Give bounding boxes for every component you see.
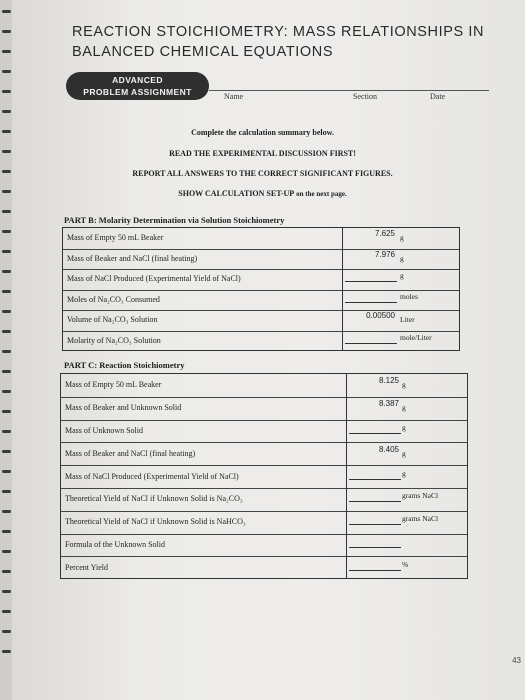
- table-row: [61, 420, 467, 444]
- answer-value[interactable]: 7.625: [374, 229, 395, 239]
- answer-column-divider: [346, 534, 347, 557]
- answer-column-divider: [342, 290, 343, 311]
- binder-ring: [2, 370, 11, 373]
- unit-label: grams NaCl: [402, 491, 439, 501]
- unit-label: g: [402, 403, 406, 413]
- part-c-title: PART C: Reaction Stoichiometry: [64, 360, 185, 370]
- row-label: Theoretical Yield of NaCl if Unknown Solid is Na₂CO₃: [65, 494, 243, 504]
- table-row: [61, 511, 467, 535]
- date-field-label: Date: [430, 92, 446, 101]
- table-row: [63, 249, 459, 271]
- row-label: Percent Yield: [65, 562, 109, 572]
- instruction-line-4-rest: on the next page.: [296, 190, 347, 198]
- title-line-2: BALANCED CHEMICAL EQUATIONS: [72, 44, 334, 60]
- answer-column-divider: [346, 374, 347, 397]
- answer-value[interactable]: 8.125: [378, 376, 399, 386]
- row-label: Mass of Beaker and Unknown Solid: [65, 403, 182, 413]
- answer-value[interactable]: 8.387: [378, 399, 399, 409]
- answer-blank[interactable]: [345, 343, 397, 344]
- binder-ring: [2, 90, 11, 93]
- answer-column-divider: [346, 420, 347, 443]
- unit-label: g: [400, 271, 404, 281]
- instruction-line-3: REPORT ALL ANSWERS TO THE CORRECT SIGNIFICANT FIGURES.: [132, 169, 393, 178]
- row-label: Mass of Empty 50 mL Beaker: [67, 233, 164, 243]
- row-label: Formula of the Unknown Solid: [65, 539, 165, 549]
- answer-column-divider: [346, 397, 347, 420]
- binder-ring: [2, 230, 11, 233]
- binder-ring: [2, 50, 11, 53]
- binder-ring: [2, 30, 11, 33]
- answer-column-divider: [346, 511, 347, 534]
- row-label: Moles of Na₂CO₃ Consumed: [67, 294, 160, 304]
- unit-label: g: [402, 468, 406, 478]
- binder-ring: [2, 110, 11, 113]
- answer-column-divider: [342, 249, 343, 270]
- instruction-line-2: READ THE EXPERIMENTAL DISCUSSION FIRST!: [169, 149, 356, 158]
- answer-column-divider: [342, 228, 343, 249]
- instruction-line-4: [0, 189, 525, 198]
- answer-blank[interactable]: [345, 281, 397, 282]
- unit-label: g: [402, 422, 406, 432]
- name-field-label: Name: [224, 92, 244, 101]
- page-number: 43: [512, 656, 521, 665]
- answer-blank[interactable]: [349, 479, 401, 480]
- answer-column-divider: [342, 269, 343, 290]
- binder-ring: [2, 450, 11, 453]
- unit-label: g: [402, 380, 406, 390]
- table-row: [63, 228, 459, 250]
- answer-column-divider: [346, 488, 347, 511]
- answer-value[interactable]: 0.00500: [366, 311, 395, 321]
- unit-label: g: [400, 253, 404, 263]
- table-row: [61, 397, 467, 421]
- binder-ring: [2, 330, 11, 333]
- answer-column-divider: [346, 465, 347, 488]
- table-row: [63, 290, 459, 312]
- binder-ring: [2, 590, 11, 593]
- unit-label: Liter: [400, 315, 415, 325]
- binder-ring: [2, 310, 11, 313]
- binder-ring: [2, 350, 11, 353]
- binder-ring: [2, 650, 11, 653]
- binder-ring: [2, 490, 11, 493]
- unit-label: moles: [400, 291, 418, 301]
- table-row: [61, 374, 467, 398]
- row-label: Mass of Beaker and NaCl (final heating): [67, 253, 198, 263]
- answer-blank[interactable]: [349, 501, 401, 502]
- badge-line-1: ADVANCED: [112, 75, 163, 85]
- instruction-line-1: Complete the calculation summary below.: [191, 128, 334, 137]
- binder-ring: [2, 630, 11, 633]
- binder-ring: [2, 550, 11, 553]
- binder-ring: [2, 250, 11, 253]
- row-label: Mass of NaCl Produced (Experimental Yield of NaCl): [67, 274, 241, 284]
- row-label: Theoretical Yield of NaCl if Unknown Solid is NaHCO₃: [65, 517, 246, 527]
- page-title: [72, 22, 484, 62]
- answer-blank[interactable]: [345, 302, 397, 303]
- binder-ring: [2, 70, 11, 73]
- binder-ring: [2, 390, 11, 393]
- row-label: Molarity of Na₂CO₃ Solution: [67, 335, 161, 345]
- binder-rings: [0, 0, 12, 700]
- table-row: [61, 534, 467, 558]
- binder-ring: [2, 10, 11, 13]
- part-b-table: [62, 227, 460, 351]
- header-rule: [209, 90, 489, 91]
- row-label: Volume of Na₂CO₃ Solution: [67, 315, 158, 325]
- row-label: Mass of Unknown Solid: [65, 425, 144, 435]
- binder-ring: [2, 270, 11, 273]
- part-c-table: [60, 373, 468, 579]
- answer-column-divider: [346, 556, 347, 579]
- row-label: Mass of Beaker and NaCl (final heating): [65, 448, 196, 458]
- unit-label: g: [400, 233, 404, 243]
- answer-value[interactable]: 8.405: [378, 444, 399, 454]
- table-row: [61, 442, 467, 466]
- answer-blank[interactable]: [349, 433, 401, 434]
- binder-ring: [2, 510, 11, 513]
- row-label: Mass of Empty 50 mL Beaker: [65, 380, 162, 390]
- answer-column-divider: [342, 310, 343, 331]
- answer-column-divider: [342, 331, 343, 352]
- binder-ring: [2, 470, 11, 473]
- binder-ring: [2, 290, 11, 293]
- instruction-line-4-bold: SHOW CALCULATION SET-UP: [178, 189, 295, 198]
- binder-ring: [2, 210, 11, 213]
- answer-blank[interactable]: [349, 570, 401, 571]
- table-row: [61, 488, 467, 512]
- unit-label: g: [402, 448, 406, 458]
- answer-column-divider: [346, 442, 347, 465]
- title-line-1: REACTION STOICHIOMETRY: MASS RELATIONSHIPS IN: [72, 24, 485, 40]
- binder-ring: [2, 610, 11, 613]
- table-row: [63, 269, 459, 291]
- table-row: [63, 310, 459, 332]
- binder-ring: [2, 530, 11, 533]
- unit-label: mole/Liter: [400, 332, 432, 342]
- table-row: [63, 331, 459, 352]
- answer-blank[interactable]: [349, 524, 401, 525]
- unit-label: grams NaCl: [402, 514, 439, 524]
- badge-line-2: PROBLEM ASSIGNMENT: [83, 87, 192, 97]
- problem-assignment-badge: [66, 72, 209, 100]
- row-label: Mass of NaCl Produced (Experimental Yield of NaCl): [65, 471, 239, 481]
- table-row: [61, 465, 467, 489]
- binder-ring: [2, 410, 11, 413]
- unit-label: %: [402, 559, 409, 569]
- answer-blank[interactable]: [349, 547, 401, 548]
- section-field-label: Section: [353, 92, 377, 101]
- table-row: [61, 556, 467, 579]
- binder-ring: [2, 570, 11, 573]
- part-b-title: PART B: Molarity Determination via Solution Stoichiometry: [64, 215, 285, 225]
- binder-ring: [2, 430, 11, 433]
- answer-value[interactable]: 7.976: [374, 249, 395, 259]
